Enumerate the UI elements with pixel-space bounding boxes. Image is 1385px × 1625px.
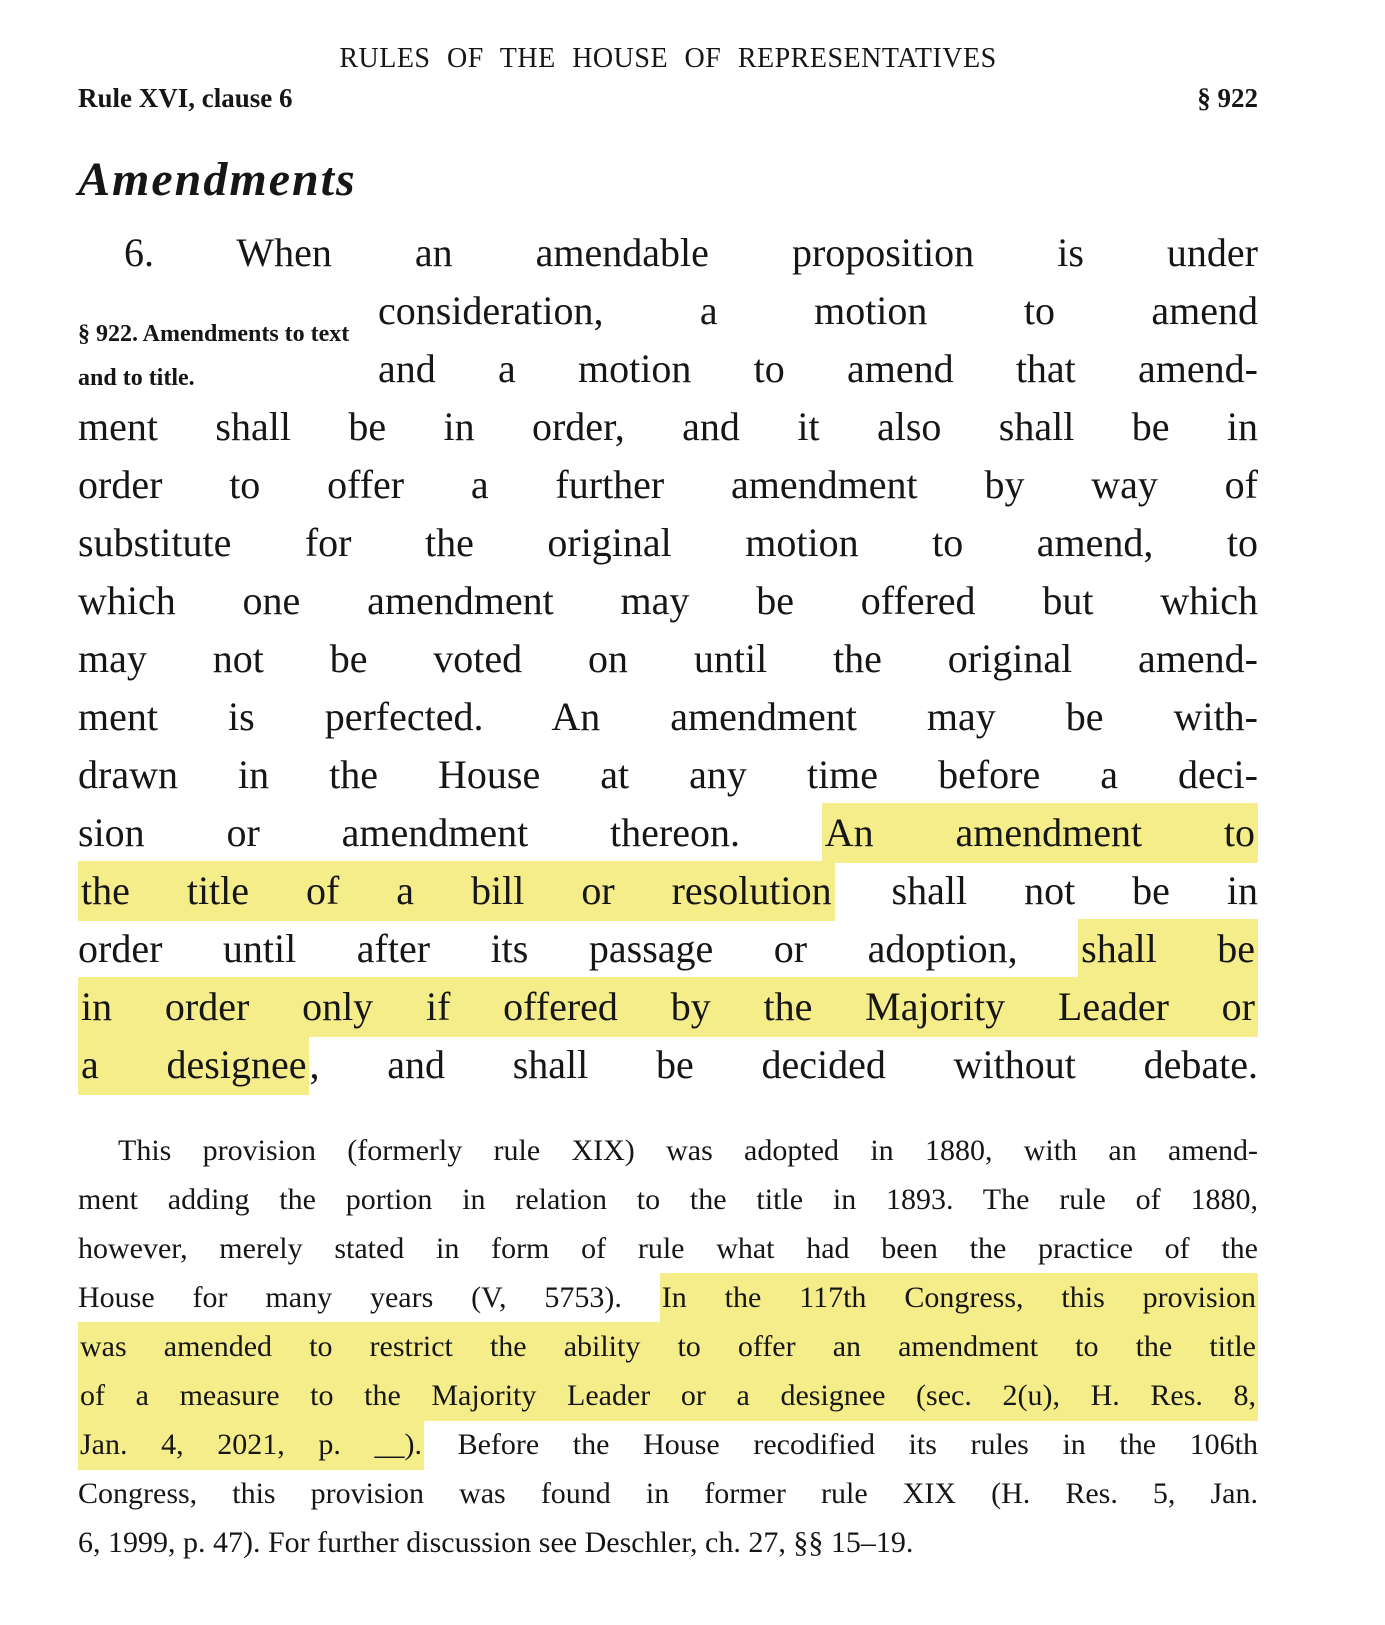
text-segment: , and shall be decided without debate.: [309, 1042, 1258, 1087]
highlight-segment: shall be: [1078, 919, 1258, 979]
page-header-row: [78, 82, 1258, 114]
section-heading: Amendments: [78, 153, 357, 206]
text-line: [78, 398, 1258, 456]
text-line: [78, 572, 1258, 630]
highlight-segment: An amendment to: [822, 803, 1258, 863]
text-segment: ment shall be in order, and it also shall be in: [78, 404, 1258, 449]
text-line: [78, 804, 1258, 862]
highlight-segment: in order only if offered by the Majority Leader or: [78, 977, 1258, 1037]
text-segment: however, merely stated in form of rule what had been the practice of the: [78, 1232, 1258, 1265]
text-segment: Before the House recodified its rules in the 106th: [423, 1428, 1258, 1461]
clause-paragraph: [78, 224, 1258, 1094]
running-title: RULES OF THE HOUSE OF REPRESENTATIVES: [339, 43, 997, 74]
highlight-segment: a designee: [78, 1035, 309, 1095]
highlight-segment: the title of a bill or resolution: [78, 861, 835, 921]
text-line: [78, 514, 1258, 572]
text-line: [78, 456, 1258, 514]
highlight-segment: was amended to restrict the ability to offer an amendment to the title: [78, 1322, 1258, 1372]
text-line: [78, 1322, 1258, 1371]
text-segment: 6, 1999, p. 47). For further discussion see Deschler, ch. 27, §§ 15–19.: [78, 1526, 914, 1559]
text-segment: Congress, this provision was found in former rule XIX (H. Res. 5, Jan.: [78, 1477, 1258, 1510]
text-line: [78, 746, 1258, 804]
text-line: [78, 1420, 1258, 1469]
highlight-segment: Jan. 4, 2021, p. __).: [78, 1420, 424, 1470]
text-line: [78, 1126, 1258, 1175]
text-line: [378, 282, 1258, 340]
text-segment: House for many years (V, 5753).: [78, 1281, 660, 1314]
text-line: [78, 920, 1258, 978]
text-segment: drawn in the House at any time before a deci-: [78, 752, 1258, 797]
text-segment: shall not be in: [834, 868, 1258, 913]
text-line: [78, 1036, 1258, 1094]
text-segment: and a motion to amend that amend-: [378, 346, 1258, 391]
text-line: [78, 1175, 1258, 1224]
text-segment: substitute for the original motion to amend, to: [78, 520, 1258, 565]
annotation-paragraph: [78, 1126, 1258, 1567]
text-line: [78, 1469, 1258, 1518]
text-line: [78, 1224, 1258, 1273]
text-line: [78, 224, 1258, 282]
rule-reference: Rule XVI, clause 6: [78, 83, 293, 113]
text-segment: This provision (formerly rule XIX) was adopted in 1880, with an amend-: [118, 1134, 1258, 1167]
text-line: [78, 1371, 1258, 1420]
text-line: [78, 978, 1258, 1036]
highlight-segment: of a measure to the Majority Leader or a designee (sec. 2(u), H. Res. 8,: [78, 1371, 1258, 1421]
text-line: [78, 1273, 1258, 1322]
text-segment: sion or amendment thereon.: [78, 810, 822, 855]
highlight-segment: In the 117th Congress, this provision: [660, 1273, 1258, 1323]
text-segment: ment is perfected. An amendment may be with-: [78, 694, 1258, 739]
text-segment: ment adding the portion in relation to the title in 1893. The rule of 1880,: [78, 1183, 1258, 1216]
text-line: [378, 340, 1258, 398]
text-line: [78, 862, 1258, 920]
text-line: [78, 630, 1258, 688]
text-line: [78, 1518, 1258, 1567]
section-number: § 922: [1197, 83, 1258, 113]
text-segment: 6. When an amendable proposition is under: [124, 230, 1258, 275]
text-segment: consideration, a motion to amend: [378, 288, 1258, 333]
text-segment: order to offer a further amendment by way of: [78, 462, 1258, 507]
text-line: [78, 688, 1258, 746]
marginal-sidenote: § 922. Amendments to text and to title.: [78, 321, 350, 391]
text-segment: order until after its passage or adoption,: [78, 926, 1079, 971]
text-segment: may not be voted on until the original amend-: [78, 636, 1258, 681]
text-segment: which one amendment may be offered but which: [78, 578, 1258, 623]
